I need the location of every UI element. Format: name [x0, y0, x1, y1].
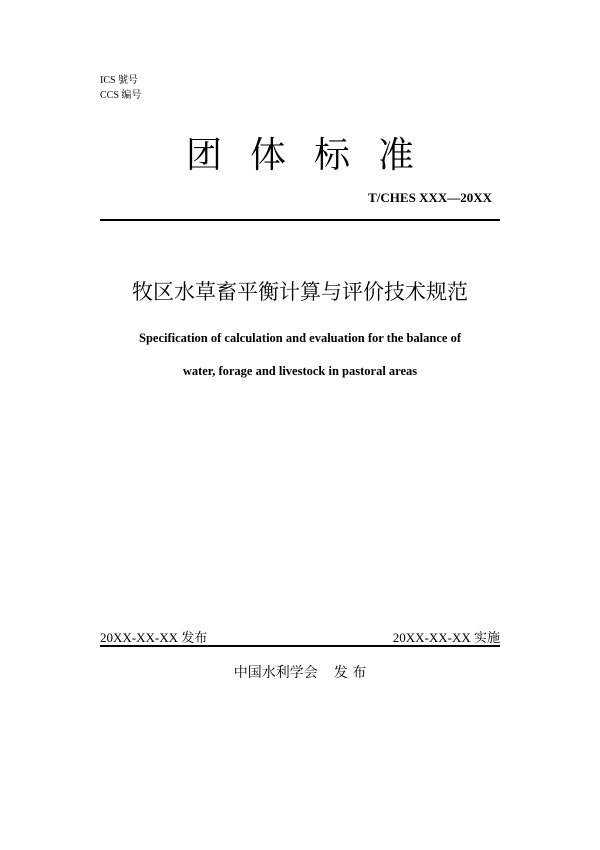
footer-divider [100, 645, 500, 647]
publisher-action: 发 布 [333, 665, 367, 681]
standard-number: T/CHES XXX—20XX [368, 190, 492, 205]
title-english-line-1: Specification of calculation and evaluation for the balance of [139, 331, 461, 345]
document-category-title: 团体标准 [185, 135, 442, 176]
title-chinese: 牧区水草畜平衡计算与评价技术规范 [132, 280, 468, 304]
ics-number-label: ICS 號号 [100, 75, 139, 86]
title-english-line-2: water, forage and livestock in pastoral areas [182, 364, 418, 378]
publish-date: 20XX-XX-XX 发布 [100, 630, 208, 645]
publisher-line [0, 662, 600, 682]
publisher-name: 中国水利学会 [233, 665, 318, 681]
ccs-number-label: CCS 编号 [100, 90, 142, 101]
implement-date: 20XX-XX-XX 实施 [392, 630, 500, 645]
header-divider [100, 219, 500, 221]
